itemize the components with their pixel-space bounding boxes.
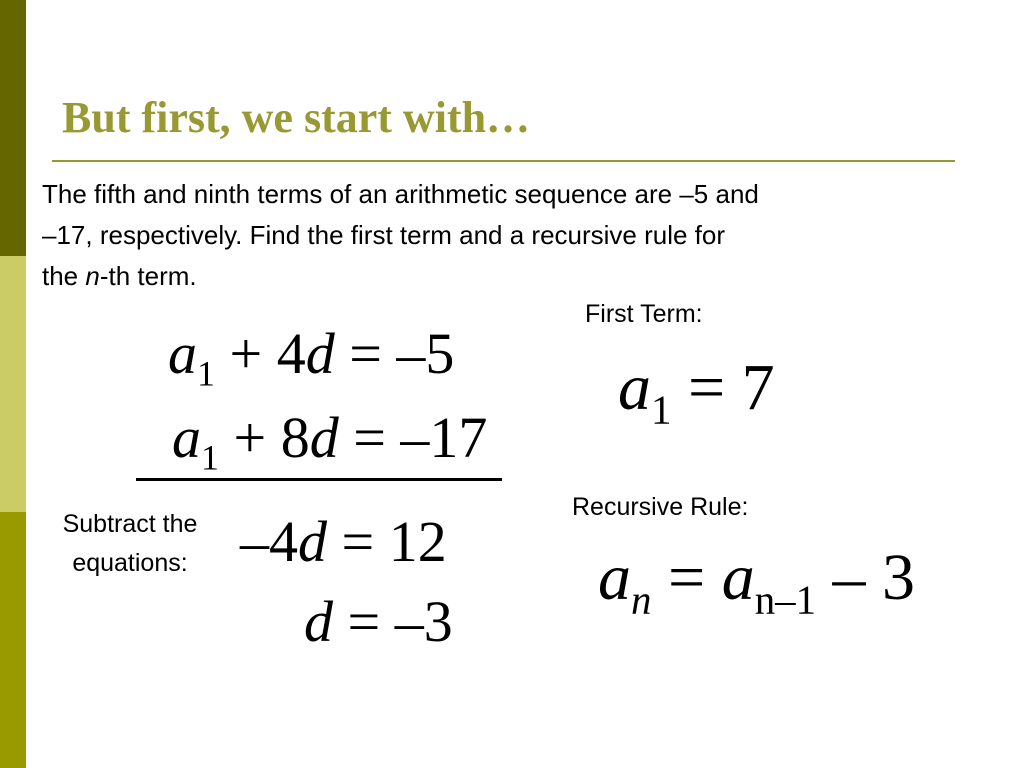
rr-sub2: n–1 [754, 577, 817, 623]
eq1-var: a [168, 321, 197, 386]
eq1-d: d [305, 321, 335, 386]
first-term-equation [618, 350, 775, 433]
equation-1 [168, 320, 454, 395]
equation-3 [240, 508, 447, 575]
eq2-rhs: = –17 [338, 405, 488, 470]
eq4-d: d [304, 589, 333, 654]
recursive-rule-equation [598, 540, 915, 623]
subtraction-line [136, 478, 502, 481]
eq4-rhs: = –3 [333, 589, 453, 654]
equation-4 [304, 588, 453, 655]
eq3-lhs: –4 [240, 509, 298, 574]
eq2-d: d [309, 405, 339, 470]
problem-line-1: The fifth and ninth terms of an arithmetic sequence are –5 and [42, 179, 759, 209]
eq1-rest: + 4 [214, 321, 306, 386]
first-term-label: First Term: [585, 300, 703, 328]
rr-rhs: – 3 [816, 541, 916, 614]
problem-variable-n: n [85, 261, 100, 291]
eq1-sub: 1 [197, 353, 215, 394]
subtract-label-line-2: equations: [72, 549, 188, 577]
side-bar-bottom [0, 512, 26, 768]
eq2-sub: 1 [201, 437, 219, 478]
eq3-rhs: = 12 [327, 509, 447, 574]
problem-line-3-suffix: -th term. [99, 261, 197, 291]
eq1-rhs: = –5 [334, 321, 455, 386]
problem-line-3-prefix: the [42, 261, 86, 291]
subtract-label-line-1: Subtract the [62, 510, 198, 538]
problem-line-3 [42, 256, 1002, 297]
equation-2 [172, 404, 487, 479]
recursive-rule-label: Recursive Rule: [572, 493, 749, 521]
slide-title: But first, we start with… [62, 93, 531, 142]
side-bar-top [0, 0, 26, 256]
eq2-rest: + 8 [218, 405, 310, 470]
first-term-sub: 1 [651, 387, 672, 433]
eq2-var: a [172, 405, 201, 470]
rr-sub: n [631, 577, 652, 623]
eq3-d: d [298, 509, 327, 574]
rr-equals: = [651, 541, 722, 614]
first-term-rhs: = 7 [671, 351, 775, 424]
title-underline [52, 160, 955, 162]
problem-line-2: –17, respectively. Find the first term and a recursive rule for [42, 220, 726, 250]
rr-var2: a [721, 541, 755, 614]
subtract-label [30, 505, 230, 583]
rr-var: a [598, 541, 631, 614]
side-bar-middle [0, 256, 26, 512]
problem-statement [42, 174, 1002, 297]
first-term-var: a [618, 351, 651, 424]
